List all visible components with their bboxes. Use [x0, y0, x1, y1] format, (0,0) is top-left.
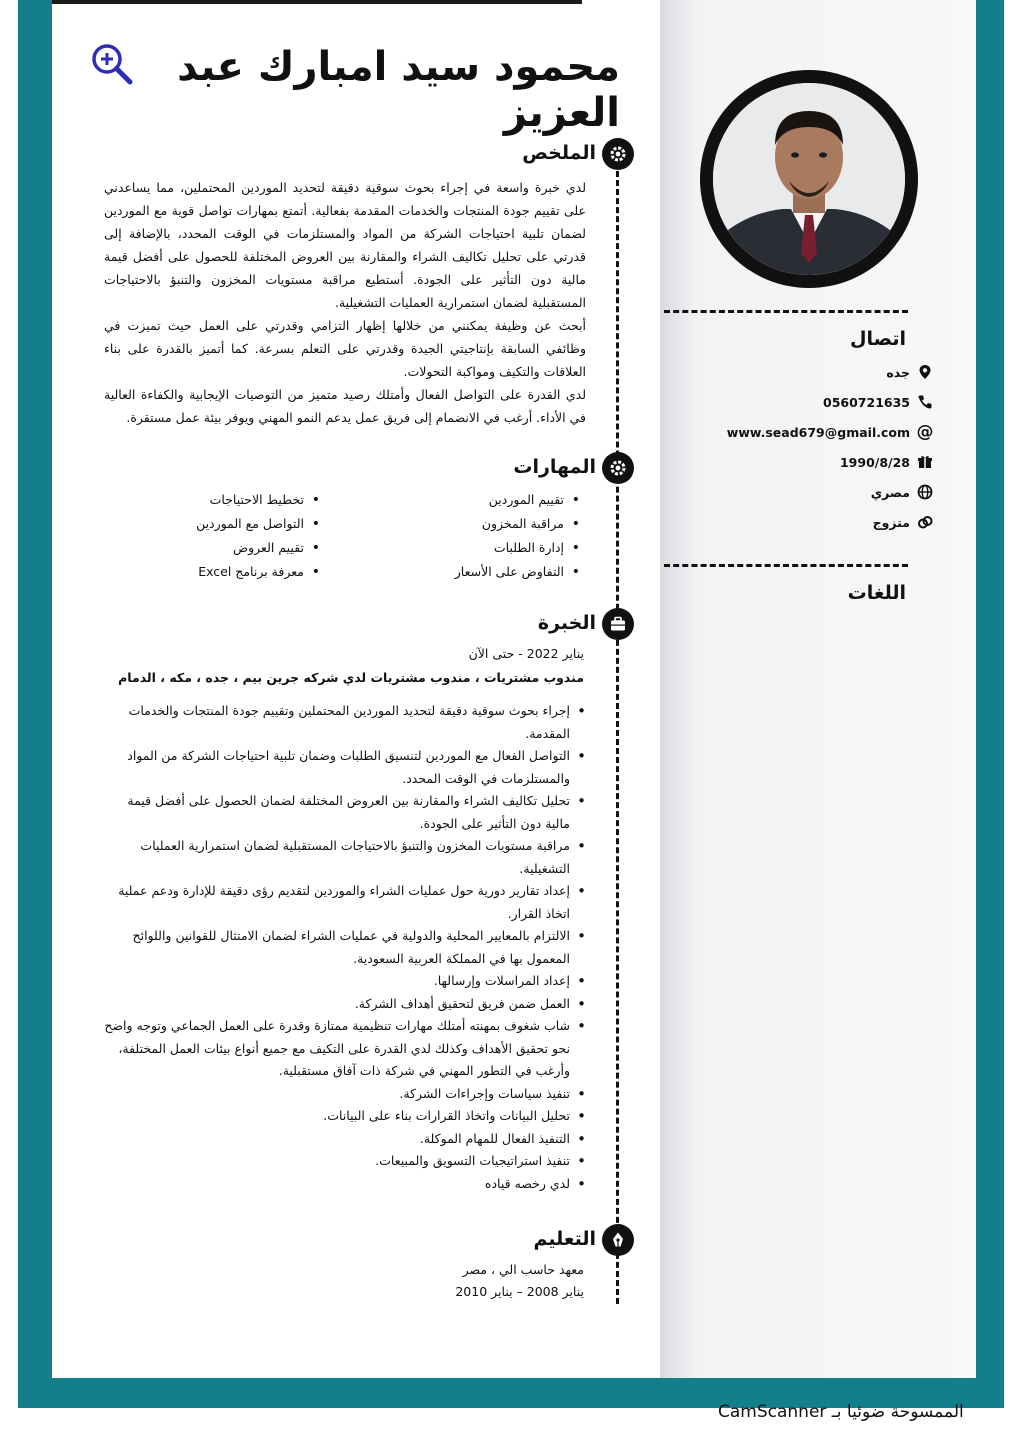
summary-paragraph: أبحث عن وظيفة يمكنني من خلالها إظهار التزامي وقدرتي على العمل حيث تميزت في وظائفي السابقة بإنتاجيتي الجيدة وقدرتي على التعلم بسرعة. كما أتميز بالقدرة على بناء العلاقات والتكيف ومواكبة التحولات.	[104, 318, 586, 379]
skills-column-left	[80, 488, 320, 584]
contact-nationality-row	[871, 480, 934, 504]
zoom-in-icon[interactable]	[90, 42, 134, 86]
contact-phone-row	[823, 390, 934, 414]
contact-birthdate: 1990/8/28	[839, 454, 910, 470]
skill-item: • تقييم العروض	[80, 536, 320, 560]
skill-item: • تقييم الموردين	[340, 488, 580, 512]
contact-marital: متزوج	[872, 514, 910, 530]
profile-photo	[713, 83, 905, 275]
rings-icon	[916, 513, 934, 531]
contact-marital-row	[873, 510, 934, 534]
experience-item: • شاب شغوف بمهنته أمتلك مهارات تنظيمية ممتازة وقدرة على العمل الجماعي وتوجه واضح نحو تحقيق الأهداف وكذلك لدي القدرة على التكيف مع جميع أنواع بيئات العمل المختلفة، وأرغب في التطور المهني في شركة ذات آفاق مستقبلية.	[104, 1015, 588, 1083]
experience-item: • إعداد تقارير دورية حول عمليات الشراء والموردين لتقديم رؤى دقيقة للإدارة ودعم عملية اتخاذ القرار.	[104, 880, 588, 925]
experience-item: • لدي رخصه قياده	[104, 1173, 588, 1196]
skill-item: • تخطيط الاحتياجات	[80, 488, 320, 512]
briefcase-icon	[602, 608, 634, 640]
experience-item: • تحليل تكاليف الشراء والمقارنة بين العروض المختلفة لضمان الحصول على أفضل قيمة مالية دون التأثير على الجودة.	[104, 790, 588, 835]
skill-item: • التفاوض على الأسعار	[340, 560, 580, 584]
summary-title: الملخص	[522, 142, 596, 164]
experience-item: • تنفيذ سياسات وإجراءات الشركة.	[104, 1083, 588, 1106]
person-silhouette-icon	[713, 83, 905, 275]
candidate-name: محمود سيد امبارك عبد العزيز	[177, 44, 620, 136]
location-pin-icon	[916, 363, 934, 381]
experience-item: • مراقبة مستويات المخزون والتنبؤ بالاحتياجات المستقبلية لضمان استمرارية العمليات التشغيلية.	[104, 835, 588, 880]
sidebar-divider-2	[664, 564, 908, 567]
experience-item: • تحليل البيانات واتخاذ القرارات بناء على البيانات.	[104, 1105, 588, 1128]
contact-city-row	[886, 360, 934, 384]
summary-paragraph: لدي خبرة واسعة في إجراء بحوث سوقية دقيقة لتحديد الموردين المحتملين، مما يساعدني على تقييم جودة المنتجات والخدمات المقدمة بفعالية. أتمتع بمهارات تواصل قوية مع الموردين لضمان تلبية احتياجات الشركة من المواد والمستلزمات في الوقت المحدد، بالإضافة إلى قدرتي على تحليل تكاليف الشراء والمقارنة بين العروض المختلفة للحصول على أفضل قيمة مالية دون التأثير على الجودة. أستطيع مراقبة مستويات المخزون والتنبؤ بالاحتياجات المستقبلية لضمان استمرارية العمليات التشغيلية.	[104, 180, 586, 310]
experience-item: • إجراء بحوث سوقية دقيقة لتحديد الموردين المحتملين وتقييم جودة المنتجات والخدمات المقدمة.	[104, 700, 588, 745]
experience-item: • الالتزام بالمعايير المحلية والدولية في عمليات الشراء لضمان الامتثال للقوانين واللوائح المعمول بها في المملكة العربية السعودية.	[104, 925, 588, 970]
education-period: يناير 2008 – يناير 2010	[455, 1284, 584, 1299]
skill-item: • التواصل مع الموردين	[80, 512, 320, 536]
education-title: التعليم	[533, 1228, 596, 1250]
contact-birthdate-row	[840, 450, 934, 474]
timeline-line	[616, 162, 619, 1304]
experience-item: • العمل ضمن فريق لتحقيق أهداف الشركة.	[104, 993, 588, 1016]
contact-city: جده	[886, 364, 910, 380]
skill-item: • إدارة الطلبات	[340, 536, 580, 560]
scanner-watermark: الممسوحة ضوئيا بـ CamScanner	[718, 1402, 964, 1422]
contact-email[interactable]: www.sead679@gmail.com	[726, 424, 910, 440]
languages-title: اللغات	[847, 582, 906, 604]
skill-item: • معرفة برنامج Excel	[80, 560, 320, 584]
summary-paragraph: لدي القدرة على التواصل الفعال وأمتلك رصيد متميز من التوصيات الإيجابية والكفاءة العالية في الأداء. أرغب في الانضمام إلى فريق عمل يدعم النمو المهني ويوفر بيئة عمل مستقرة.	[104, 387, 586, 425]
at-sign-icon: @	[916, 422, 934, 442]
top-rule	[52, 0, 582, 4]
phone-icon	[916, 393, 934, 411]
skills-column-right	[340, 488, 580, 584]
skills-title: المهارات	[513, 456, 596, 478]
education-institute: معهد حاسب الي ، مصر	[462, 1262, 584, 1277]
experience-item: • إعداد المراسلات وإرسالها.	[104, 970, 588, 993]
contact-title: اتصال	[850, 328, 906, 350]
pen-nib-icon	[602, 1224, 634, 1256]
contact-nationality: مصري	[870, 484, 910, 500]
summary-text	[104, 176, 586, 429]
experience-period: يناير 2022 - حتى الآن	[468, 646, 584, 661]
gear-icon	[602, 138, 634, 170]
contact-email-row	[727, 420, 934, 444]
globe-icon	[916, 483, 934, 501]
sidebar-divider-1	[664, 310, 908, 313]
experience-role: مندوب مشتريات ، مندوب مشتريات لدي شركه جرين بيم ، جده ، مكه ، الدمام	[118, 670, 584, 685]
gift-icon	[916, 453, 934, 471]
contact-phone[interactable]: 0560721635	[823, 394, 910, 410]
experience-item: • التنفيذ الفعال للمهام الموكلة.	[104, 1128, 588, 1151]
experience-item: • تنفيذ استراتيجيات التسويق والمبيعات.	[104, 1150, 588, 1173]
experience-list	[104, 700, 588, 1195]
experience-item: • التواصل الفعال مع الموردين لتنسيق الطلبات وضمان تلبية احتياجات الشركة من المواد والمستلزمات في الوقت المحدد.	[104, 745, 588, 790]
experience-title: الخبرة	[537, 612, 596, 634]
skill-item: • مراقبة المخزون	[340, 512, 580, 536]
skills-gear-icon	[602, 452, 634, 484]
